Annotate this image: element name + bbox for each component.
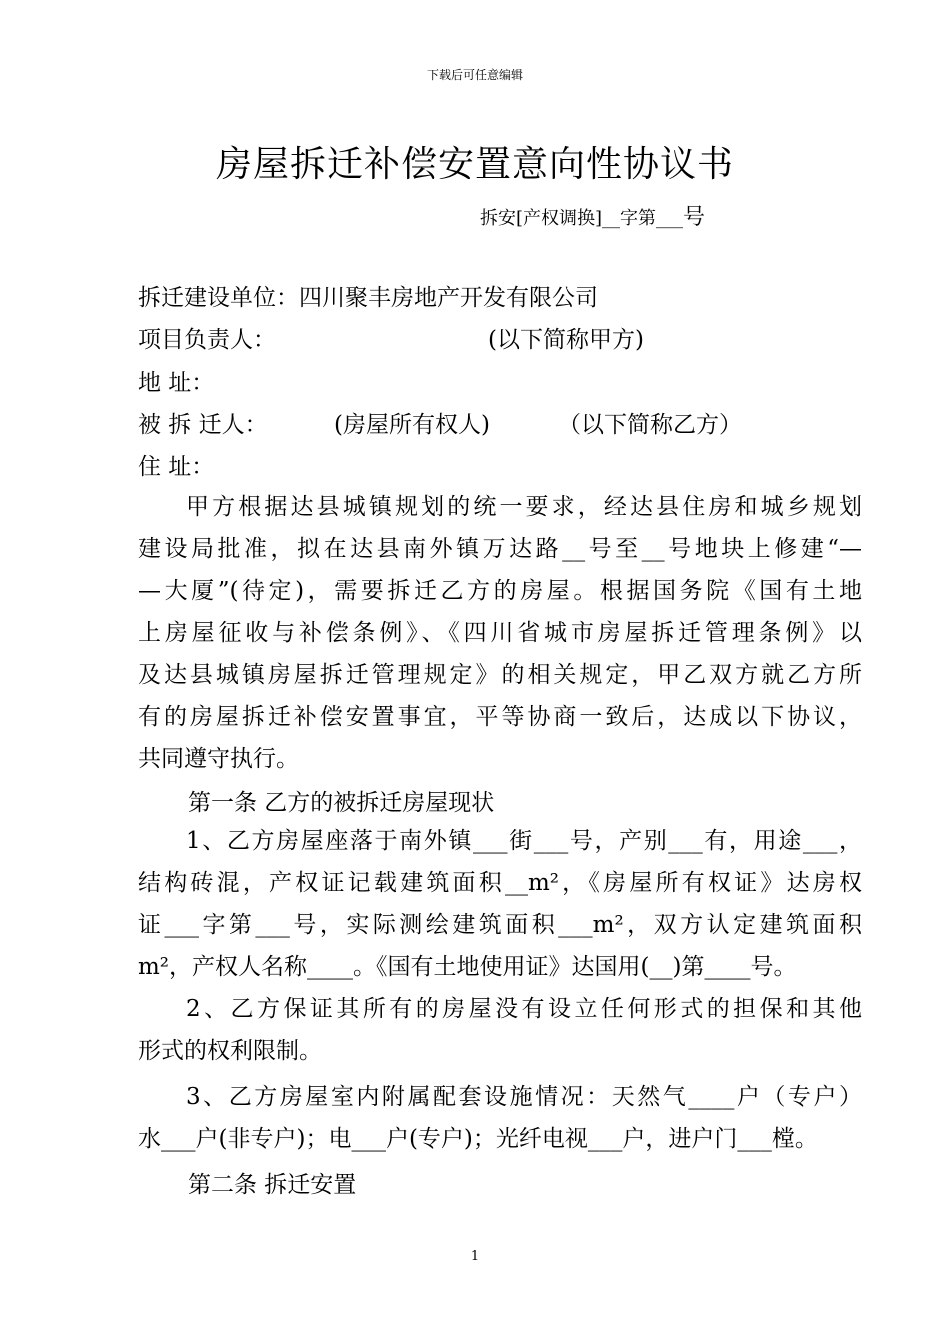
party-a-address: 地 址： bbox=[138, 370, 215, 396]
intro-line: —大厦”(待定)，需要拆迁乙方的房屋。根据国务院《国有土地 bbox=[138, 578, 862, 604]
clause-line: 结构砖混，产权证记载建筑面积__m²，《房屋所有权证》达房权 bbox=[138, 870, 862, 896]
document-title: 房屋拆迁补偿安置意向性协议书 bbox=[215, 144, 734, 185]
clause-2 bbox=[138, 988, 862, 1072]
intro-line: 甲方根据达县城镇规划的统一要求，经达县住房和城乡规划 bbox=[186, 494, 862, 520]
clause-1 bbox=[138, 820, 862, 988]
clause-line: 形式的权利限制。 bbox=[138, 1038, 322, 1064]
clause-line: 2、乙方保证其所有的房屋没有设立任何形式的担保和其他 bbox=[186, 996, 862, 1022]
party-a-unit: 拆迁建设单位：四川聚丰房地产开发有限公司 bbox=[138, 285, 598, 311]
clause-line: 证___字第___号，实际测绘建筑面积___m²，双方认定建筑面积 bbox=[138, 912, 862, 938]
document-number-blank: ___ bbox=[656, 208, 684, 229]
intro-paragraph bbox=[138, 486, 862, 780]
clause-line: 水___户(非专户)；电___户(专户)；光纤电视___户，进户门___樘。 bbox=[138, 1126, 818, 1152]
article-2-heading: 第二条 拆迁安置 bbox=[188, 1172, 357, 1198]
intro-line: 及达县城镇房屋拆迁管理规定》的相关规定，甲乙双方就乙方所 bbox=[138, 662, 862, 688]
document-number-prefix: 拆安[产权调换]__字第 bbox=[480, 208, 657, 229]
document-number-suffix: 号 bbox=[683, 205, 706, 230]
party-b-note: （以下简称乙方） bbox=[558, 412, 742, 438]
party-b-address: 住 址： bbox=[138, 454, 215, 480]
party-b-owner: (房屋所有权人) bbox=[334, 412, 490, 438]
intro-line: 上房屋征收与补偿条例》、《四川省城市房屋拆迁管理条例》以 bbox=[138, 620, 862, 646]
article-1-heading: 第一条 乙方的被拆迁房屋现状 bbox=[188, 790, 495, 816]
intro-line: 共同遵守执行。 bbox=[138, 746, 299, 772]
party-a-note: (以下简称甲方) bbox=[488, 327, 644, 353]
intro-line: 建设局批准，拟在达县南外镇万达路__号至__号地块上修建“— bbox=[138, 536, 862, 562]
header-note: 下载后可任意编辑 bbox=[426, 68, 523, 82]
party-b bbox=[138, 411, 742, 439]
party-a-responsible-label: 项目负责人： bbox=[138, 327, 276, 353]
clause-3 bbox=[138, 1076, 862, 1160]
party-b-label: 被 拆 迁人： bbox=[138, 412, 268, 438]
clause-line: 3、乙方房屋室内附属配套设施情况：天然气____户（专户） bbox=[186, 1084, 862, 1110]
clause-line: 1、乙方房屋座落于南外镇___街___号，产别___有，用途___， bbox=[186, 828, 862, 854]
intro-line: 有的房屋拆迁补偿安置事宜，平等协商一致后，达成以下协议， bbox=[138, 704, 862, 730]
page-number: 1 bbox=[470, 1249, 480, 1264]
document-number bbox=[480, 200, 705, 231]
clause-line: m²，产权人名称____。《国有土地使用证》达国用(__)第____号。 bbox=[138, 954, 797, 980]
party-a-responsible bbox=[138, 326, 644, 354]
